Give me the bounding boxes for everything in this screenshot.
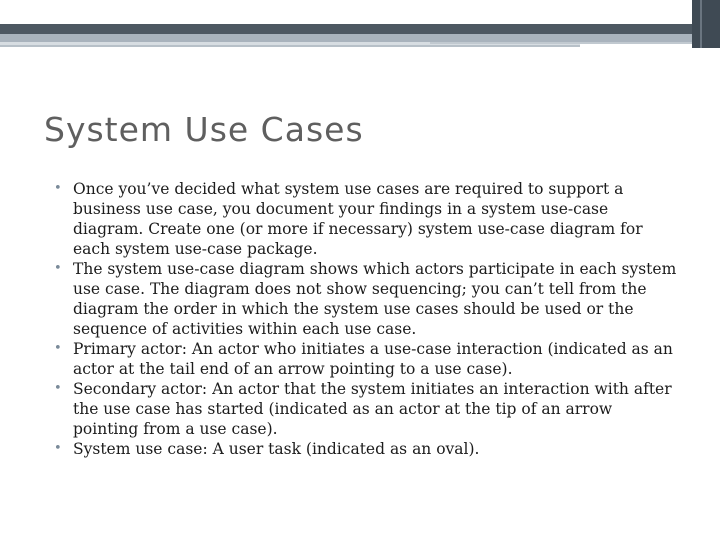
header-accent-line (430, 42, 692, 44)
bullet-icon: • (54, 261, 62, 276)
bullet-icon: • (54, 181, 62, 196)
header-corner-line (700, 0, 702, 48)
header-corner-block (692, 0, 720, 48)
header-accent-line (0, 45, 580, 47)
bullet-item (54, 439, 680, 459)
header-top-band (0, 0, 720, 24)
slide-title: System Use Cases (44, 110, 364, 149)
bullet-text: The system use-case diagram shows which actors participate in each system use case. The diagram does not show sequencing; you can’t tell from the diagram the order in which the system use cases should be used or the sequence of activities within each use case. (73, 260, 677, 338)
bullet-list (54, 179, 680, 459)
header-mid-bar (0, 34, 720, 42)
bullet-icon: • (54, 441, 62, 456)
bullet-item (54, 179, 680, 259)
bullet-item (54, 379, 680, 439)
bullet-icon: • (54, 341, 62, 356)
bullet-text: Secondary actor: An actor that the system initiates an interaction with after the use case has started (indicated as an actor at the tip of an arrow pointing from a use case). (73, 380, 672, 438)
bullet-text: System use case: A user task (indicated as an oval). (73, 440, 480, 458)
bullet-item (54, 339, 680, 379)
bullet-text: Primary actor: An actor who initiates a use-case interaction (indicated as an actor at the tail end of an arrow pointing to a use case). (73, 340, 673, 378)
bullet-icon: • (54, 381, 62, 396)
bullet-text: Once you’ve decided what system use cases are required to support a business use case, you document your findings in a system use-case diagram. Create one (or more if necessary) system use-case diagram for each system use-case package. (73, 180, 643, 258)
bullet-item (54, 259, 680, 339)
header-dark-bar (0, 24, 720, 34)
